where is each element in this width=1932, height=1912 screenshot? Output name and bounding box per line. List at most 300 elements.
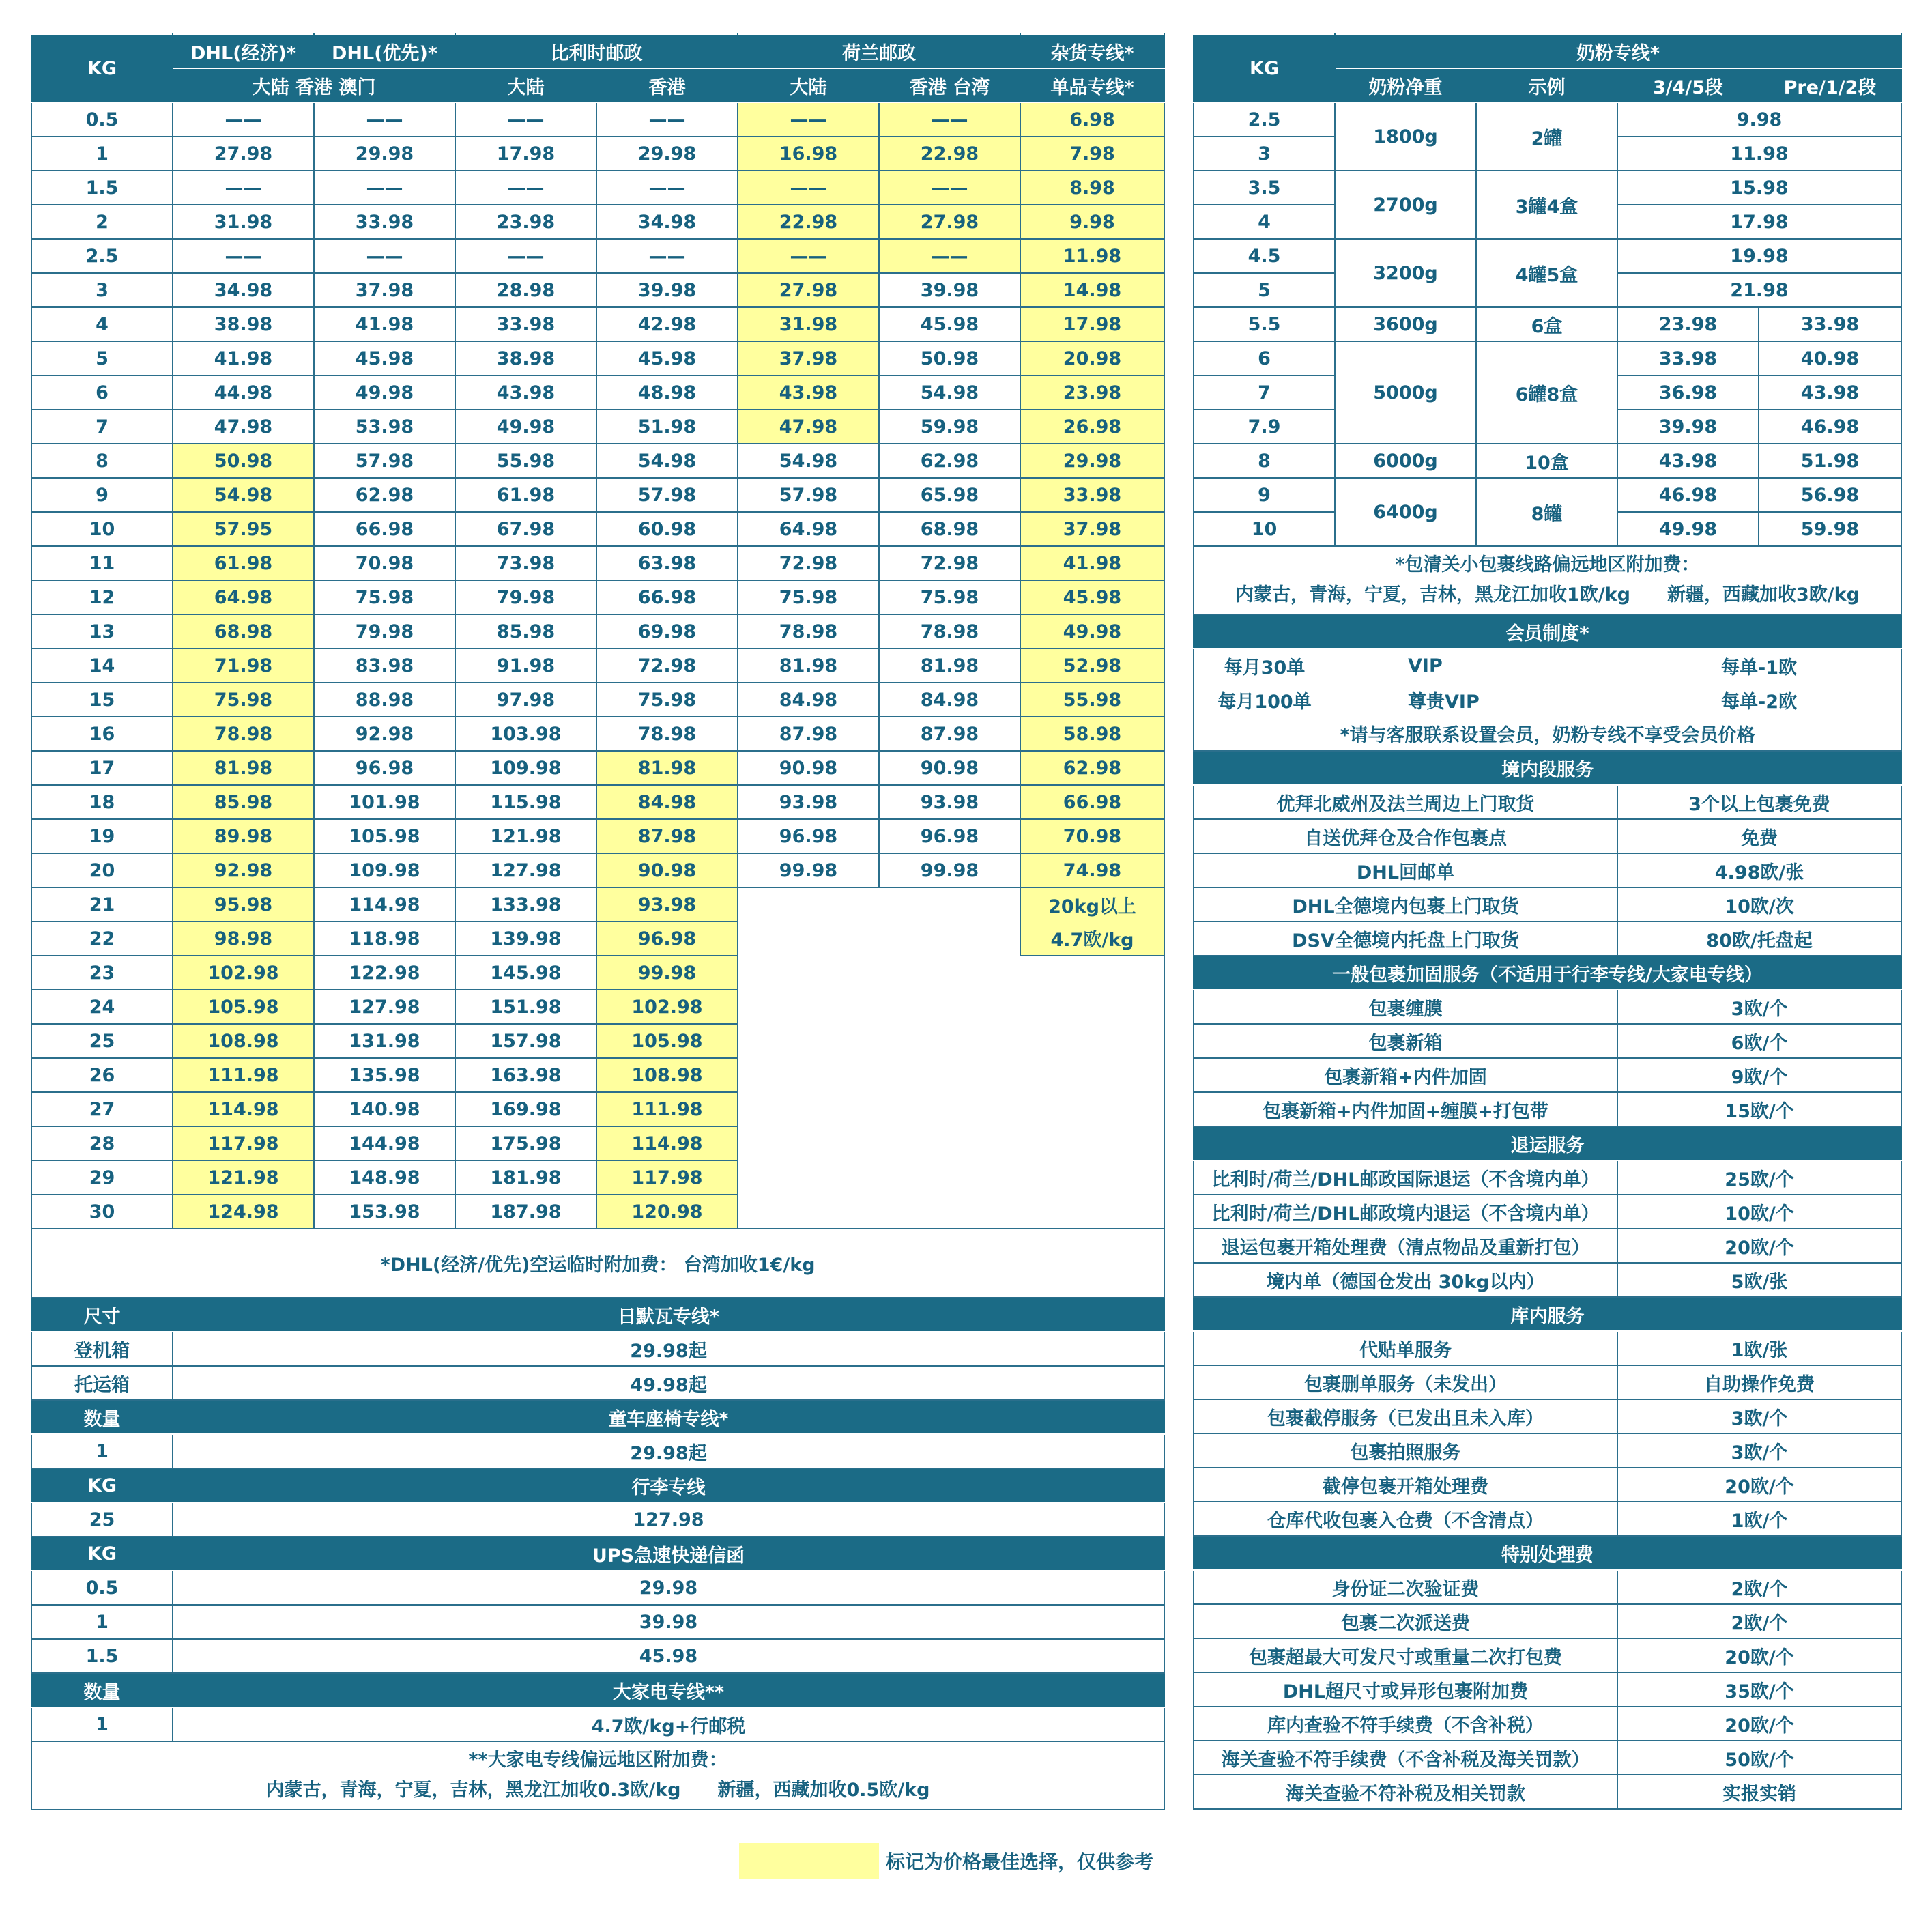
price-cell: 8.98 [1020, 171, 1164, 205]
service-name: 包裹新箱+内件加固+缠膜+打包带 [1194, 1092, 1617, 1126]
milk-example: 8罐 [1476, 478, 1617, 546]
price-cell: —— [173, 102, 314, 137]
service-name: 境内单（德国仓发出 30kg以内） [1194, 1263, 1617, 1297]
price-cell: 163.98 [455, 1058, 596, 1092]
service-price: 自助操作免费 [1617, 1365, 1901, 1399]
row-label: 1 [31, 1434, 173, 1468]
service-price: 5欧/张 [1617, 1263, 1901, 1297]
price-cell: 139.98 [455, 922, 596, 956]
row-label: 0.5 [31, 1571, 173, 1605]
price-cell: 81.98 [738, 648, 879, 683]
service-row [1194, 1433, 1901, 1468]
service-sections [1194, 751, 1901, 1809]
table-row [31, 990, 1164, 1024]
price-cell: —— [314, 239, 455, 273]
section-title: 童车座椅专线* [173, 1400, 1164, 1434]
price-cell: 36.98 [1617, 375, 1759, 410]
price-cell: —— [455, 239, 596, 273]
service-row [1194, 1229, 1901, 1263]
price-cell: 47.98 [738, 410, 879, 444]
table-row [31, 751, 1164, 785]
row-kg: 5.5 [1194, 307, 1335, 341]
price-cell [738, 1126, 879, 1160]
price-cell: 117.98 [173, 1126, 314, 1160]
table-row [31, 785, 1164, 819]
price-cell: 29.98 [173, 1571, 1164, 1605]
row-label: 25 [31, 1502, 173, 1537]
price-cell: 19.98 [1617, 239, 1901, 273]
service-name: 海关查验不符补税及相关罚款 [1194, 1775, 1617, 1809]
price-cell: 64.98 [738, 512, 879, 546]
price-cell: 27.98 [879, 205, 1020, 239]
row-kg: 8 [1194, 444, 1335, 478]
price-cell: 45.98 [1020, 580, 1164, 614]
price-cell: 92.98 [173, 853, 314, 887]
appliance-note-line2: 内蒙古，青海，宁夏，吉林，黑龙江加收0.3欧/kg 新疆，西藏加收0.5欧/kg [265, 1780, 930, 1801]
price-cell: 87.98 [738, 717, 879, 751]
price-cell: 96.98 [738, 819, 879, 853]
price-cell: 29.98 [1020, 444, 1164, 478]
price-cell: 70.98 [314, 546, 455, 580]
row-kg: 28 [31, 1126, 173, 1160]
price-cell: 49.98 [455, 410, 596, 444]
table-row [31, 307, 1164, 341]
price-cell: 111.98 [173, 1058, 314, 1092]
service-name: 包裹二次派送费 [1194, 1604, 1617, 1638]
price-cell [879, 956, 1020, 990]
table-row [31, 512, 1164, 546]
price-cell: 50.98 [879, 341, 1020, 375]
legend-text: 标记为价格最佳选择，仅供参考 [886, 1851, 1154, 1873]
service-price: 1欧/张 [1617, 1331, 1901, 1365]
price-cell: 20kg以上 [1020, 887, 1164, 922]
price-cell: 84.98 [879, 683, 1020, 717]
membership-level: 尊贵VIP [1408, 691, 1480, 713]
row-kg: 10 [31, 512, 173, 546]
price-cell: 102.98 [173, 956, 314, 990]
price-cell: 16.98 [738, 137, 879, 171]
table-row [31, 478, 1164, 512]
price-cell: 120.98 [596, 1195, 738, 1229]
table-row [1194, 102, 1901, 137]
row-kg: 5 [31, 341, 173, 375]
milk-remote-note [1194, 546, 1901, 614]
milk-header-345: 3/4/5段 [1617, 68, 1759, 102]
section-col1: KG [31, 1537, 173, 1571]
milk-example: 3罐4盒 [1476, 171, 1617, 239]
price-cell: 15.98 [1617, 171, 1901, 205]
price-cell: 99.98 [738, 853, 879, 887]
table-row [31, 546, 1164, 580]
service-name: 自送优拜仓及合作包裹点 [1194, 819, 1617, 853]
table-row [31, 1571, 1164, 1605]
price-cell: 127.98 [173, 1502, 1164, 1537]
appliance-remote-note [31, 1741, 1164, 1810]
row-kg: 25 [31, 1024, 173, 1058]
price-cell: 22.98 [738, 205, 879, 239]
row-kg: 2 [31, 205, 173, 239]
price-cell: 58.98 [1020, 717, 1164, 751]
row-label: 登机箱 [31, 1332, 173, 1366]
price-cell: 56.98 [1759, 478, 1901, 512]
price-cell: 57.98 [314, 444, 455, 478]
membership-discount: 每单-2欧 [1617, 683, 1901, 717]
membership-discount: 每单-1欧 [1617, 648, 1901, 683]
price-cell: 33.98 [1020, 478, 1164, 512]
price-cell: 91.98 [455, 648, 596, 683]
price-cell: 157.98 [455, 1024, 596, 1058]
price-cell: 54.98 [173, 478, 314, 512]
service-name: 包裹截停服务（已发出且未入库） [1194, 1399, 1617, 1433]
service-name: 身份证二次验证费 [1194, 1570, 1617, 1604]
price-cell: —— [455, 102, 596, 137]
price-cell: 33.98 [314, 205, 455, 239]
service-name: 库内查验不符手续费（不含补税） [1194, 1707, 1617, 1741]
service-price: 3个以上包裹免费 [1617, 785, 1901, 819]
table-row [31, 1092, 1164, 1126]
price-cell: —— [738, 102, 879, 137]
price-cell: 45.98 [173, 1639, 1164, 1673]
price-cell [738, 1024, 879, 1058]
price-cell: 153.98 [314, 1195, 455, 1229]
price-cell [738, 956, 879, 990]
price-cell: 61.98 [455, 478, 596, 512]
price-cell: 29.98起 [173, 1332, 1164, 1366]
price-cell: 33.98 [455, 307, 596, 341]
price-cell: 127.98 [314, 990, 455, 1024]
price-cell: 81.98 [596, 751, 738, 785]
service-name: 海关查验不符手续费（不含补税及海关罚款） [1194, 1741, 1617, 1775]
milk-example: 2罐 [1476, 102, 1617, 171]
price-cell: 51.98 [596, 410, 738, 444]
price-cell: 108.98 [596, 1058, 738, 1092]
service-price: 15欧/个 [1617, 1092, 1901, 1126]
price-cell: 95.98 [173, 887, 314, 922]
service-price: 10欧/个 [1617, 1195, 1901, 1229]
appliance-note-row [31, 1741, 1164, 1810]
price-cell [879, 1126, 1020, 1160]
price-cell: 72.98 [596, 648, 738, 683]
price-cell: 39.98 [879, 273, 1020, 307]
price-cell: 75.98 [173, 683, 314, 717]
row-label: 1 [31, 1707, 173, 1741]
price-cell: 20.98 [1020, 341, 1164, 375]
price-cell: 72.98 [738, 546, 879, 580]
price-cell: 89.98 [173, 819, 314, 853]
section-title: 库内服务 [1194, 1297, 1901, 1331]
price-cell: 37.98 [1020, 512, 1164, 546]
row-label: 1.5 [31, 1639, 173, 1673]
price-cell: 66.98 [314, 512, 455, 546]
price-cell: 90.98 [879, 751, 1020, 785]
section-header [1194, 956, 1901, 990]
price-cell: 46.98 [1759, 410, 1901, 444]
price-cell: 17.98 [455, 137, 596, 171]
price-cell [879, 990, 1020, 1024]
section-header [31, 1298, 1164, 1332]
price-cell: 17.98 [1617, 205, 1901, 239]
price-cell: 26.98 [1020, 410, 1164, 444]
service-row [1194, 1160, 1901, 1195]
service-price: 3欧/个 [1617, 1399, 1901, 1433]
service-name: DSV全德境内托盘上门取货 [1194, 922, 1617, 956]
table-row [31, 1332, 1164, 1366]
service-row [1194, 1502, 1901, 1536]
price-cell: 40.98 [1759, 341, 1901, 375]
service-price: 3欧/个 [1617, 990, 1901, 1024]
service-name: 仓库代收包裹入仓费（不含清点） [1194, 1502, 1617, 1536]
row-label: 托运箱 [31, 1366, 173, 1400]
price-cell [1020, 1058, 1164, 1092]
price-cell: 23.98 [1617, 307, 1759, 341]
table-row [31, 239, 1164, 273]
price-cell: 69.98 [596, 614, 738, 648]
price-cell: 148.98 [314, 1160, 455, 1195]
milk-example: 6盒 [1476, 307, 1617, 341]
price-cell: 54.98 [879, 375, 1020, 410]
price-cell: 63.98 [596, 546, 738, 580]
price-cell: 92.98 [314, 717, 455, 751]
service-price: 实报实销 [1617, 1775, 1901, 1809]
price-cell: 144.98 [314, 1126, 455, 1160]
membership-rows [1194, 648, 1901, 717]
special-lines [31, 1298, 1164, 1810]
price-cell: 98.98 [173, 922, 314, 956]
table-row [31, 853, 1164, 887]
price-cell: 45.98 [879, 307, 1020, 341]
price-cell: 90.98 [596, 853, 738, 887]
milk-net-weight: 6400g [1335, 478, 1476, 546]
price-cell: 121.98 [455, 819, 596, 853]
service-price: 4.98欧/张 [1617, 853, 1901, 887]
price-cell: 93.98 [738, 785, 879, 819]
price-cell: 114.98 [596, 1126, 738, 1160]
price-cell: 41.98 [1020, 546, 1164, 580]
milk-header-title: 奶粉专线* [1335, 34, 1901, 68]
price-cell: 49.98起 [173, 1366, 1164, 1400]
table-row [31, 1195, 1164, 1229]
service-price: 80欧/托盘起 [1617, 922, 1901, 956]
row-kg: 22 [31, 922, 173, 956]
price-cell [738, 1058, 879, 1092]
price-cell: 33.98 [1759, 307, 1901, 341]
service-name: 截停包裹开箱处理费 [1194, 1468, 1617, 1502]
price-cell: 181.98 [455, 1160, 596, 1195]
table-row [1194, 478, 1901, 512]
price-cell: 75.98 [596, 683, 738, 717]
price-cell: 78.98 [879, 614, 1020, 648]
price-cell: 7.98 [1020, 137, 1164, 171]
row-kg: 7 [1194, 375, 1335, 410]
table-row [31, 1366, 1164, 1400]
section-header [1194, 1297, 1901, 1331]
price-cell: 9.98 [1020, 205, 1164, 239]
price-cell: 62.98 [879, 444, 1020, 478]
price-cell: 90.98 [738, 751, 879, 785]
price-cell: 109.98 [314, 853, 455, 887]
header-single-item: 单品专线* [1020, 68, 1164, 102]
row-kg: 3.5 [1194, 171, 1335, 205]
price-cell: 87.98 [879, 717, 1020, 751]
service-name: 包裹超最大可发尺寸或重量二次打包费 [1194, 1638, 1617, 1672]
price-cell: 49.98 [1617, 512, 1759, 546]
service-row [1194, 1570, 1901, 1604]
price-cell: 60.98 [596, 512, 738, 546]
row-kg: 12 [31, 580, 173, 614]
price-cell [879, 1092, 1020, 1126]
section-header [1194, 1126, 1901, 1160]
price-cell [879, 887, 1020, 922]
row-kg: 6 [1194, 341, 1335, 375]
price-cell: 57.98 [738, 478, 879, 512]
table-row [31, 1126, 1164, 1160]
section-header [1194, 1536, 1901, 1570]
price-cell [738, 1195, 879, 1229]
row-kg: 19 [31, 819, 173, 853]
price-cell: 84.98 [596, 785, 738, 819]
service-name: 包裹拍照服务 [1194, 1433, 1617, 1468]
service-row [1194, 990, 1901, 1024]
price-cell: 23.98 [455, 205, 596, 239]
header-kg: KG [31, 34, 173, 102]
price-cell: 37.98 [738, 341, 879, 375]
service-row [1194, 1024, 1901, 1058]
price-cell: 43.98 [738, 375, 879, 410]
price-cell: 135.98 [314, 1058, 455, 1092]
service-price: 50欧/个 [1617, 1741, 1901, 1775]
price-cell: 11.98 [1020, 239, 1164, 273]
section-title: 特别处理费 [1194, 1536, 1901, 1570]
service-price: 20欧/个 [1617, 1707, 1901, 1741]
service-row [1194, 887, 1901, 922]
table-row [31, 819, 1164, 853]
service-name: 退运包裹开箱处理费（清点物品及重新打包） [1194, 1229, 1617, 1263]
price-cell: —— [879, 239, 1020, 273]
row-kg: 13 [31, 614, 173, 648]
milk-net-weight: 5000g [1335, 341, 1476, 444]
price-cell: 79.98 [455, 580, 596, 614]
service-price: 2欧/个 [1617, 1570, 1901, 1604]
price-cell: 115.98 [455, 785, 596, 819]
price-cell: 140.98 [314, 1092, 455, 1126]
price-cell: 96.98 [596, 922, 738, 956]
price-cell: —— [738, 171, 879, 205]
price-cell: 114.98 [314, 887, 455, 922]
service-row [1194, 1604, 1901, 1638]
price-cell: —— [879, 171, 1020, 205]
service-price: 免费 [1617, 819, 1901, 853]
price-cell: —— [596, 171, 738, 205]
membership-note: *请与客服联系设置会员，奶粉专线不享受会员价格 [1194, 717, 1901, 751]
row-kg: 2.5 [31, 239, 173, 273]
table-row [31, 648, 1164, 683]
service-row [1194, 1399, 1901, 1433]
price-cell: 108.98 [173, 1024, 314, 1058]
price-cell: 22.98 [879, 137, 1020, 171]
price-cell: 117.98 [596, 1160, 738, 1195]
price-cell: 109.98 [455, 751, 596, 785]
price-cell: 97.98 [455, 683, 596, 717]
service-price: 9欧/个 [1617, 1058, 1901, 1092]
row-kg: 3 [1194, 137, 1335, 171]
table-row [31, 580, 1164, 614]
table-row [31, 1434, 1164, 1468]
table-row [31, 1058, 1164, 1092]
milk-powder-rows [1194, 102, 1901, 546]
table-row [31, 1707, 1164, 1741]
service-row [1194, 1058, 1901, 1092]
price-cell: 29.98起 [173, 1434, 1164, 1468]
price-cell: 52.98 [1020, 648, 1164, 683]
price-cell: 96.98 [879, 819, 1020, 853]
row-kg: 7.9 [1194, 410, 1335, 444]
table-row [31, 341, 1164, 375]
row-kg: 4 [1194, 205, 1335, 239]
price-cell: 62.98 [314, 478, 455, 512]
section-header [31, 1468, 1164, 1502]
table-row [1194, 239, 1901, 273]
service-price: 1欧/个 [1617, 1502, 1901, 1536]
service-row [1194, 1741, 1901, 1775]
price-cell [1020, 1092, 1164, 1126]
price-cell: 45.98 [596, 341, 738, 375]
row-kg: 10 [1194, 512, 1335, 546]
row-kg: 8 [31, 444, 173, 478]
price-cell: 9.98 [1617, 102, 1901, 137]
row-kg: 20 [31, 853, 173, 887]
price-cell: 75.98 [738, 580, 879, 614]
row-kg: 1 [31, 137, 173, 171]
row-kg: 15 [31, 683, 173, 717]
price-cell: 11.98 [1617, 137, 1901, 171]
price-cell: 28.98 [455, 273, 596, 307]
price-cell: 14.98 [1020, 273, 1164, 307]
price-cell [1020, 1160, 1164, 1195]
price-cell: 17.98 [1020, 307, 1164, 341]
milk-net-weight: 6000g [1335, 444, 1476, 478]
row-kg: 16 [31, 717, 173, 751]
price-cell: 175.98 [455, 1126, 596, 1160]
price-cell: —— [314, 171, 455, 205]
price-cell [879, 1195, 1020, 1229]
price-cell: 34.98 [173, 273, 314, 307]
price-cell: 71.98 [173, 648, 314, 683]
price-cell: 105.98 [173, 990, 314, 1024]
section-header [31, 1400, 1164, 1434]
price-cell [738, 1092, 879, 1126]
price-cell: 54.98 [596, 444, 738, 478]
membership-orders: 每月100单 [1194, 683, 1335, 717]
price-cell: 93.98 [879, 785, 1020, 819]
price-cell: 55.98 [455, 444, 596, 478]
milk-net-weight: 1800g [1335, 102, 1476, 171]
table-row [31, 1502, 1164, 1537]
header-be-hk: 香港 [596, 68, 738, 102]
price-cell: 78.98 [173, 717, 314, 751]
price-cell [1020, 990, 1164, 1024]
price-cell: 169.98 [455, 1092, 596, 1126]
section-title: 退运服务 [1194, 1126, 1901, 1160]
table-row [31, 444, 1164, 478]
price-cell: 21.98 [1617, 273, 1901, 307]
price-cell [1020, 1126, 1164, 1160]
table-row [31, 1639, 1164, 1673]
service-price: 10欧/次 [1617, 887, 1901, 922]
table-row [31, 137, 1164, 171]
appliance-note-line1: **大家电专线偏远地区附加费： [468, 1750, 727, 1771]
price-cell: 62.98 [1020, 751, 1164, 785]
price-cell: —— [173, 171, 314, 205]
